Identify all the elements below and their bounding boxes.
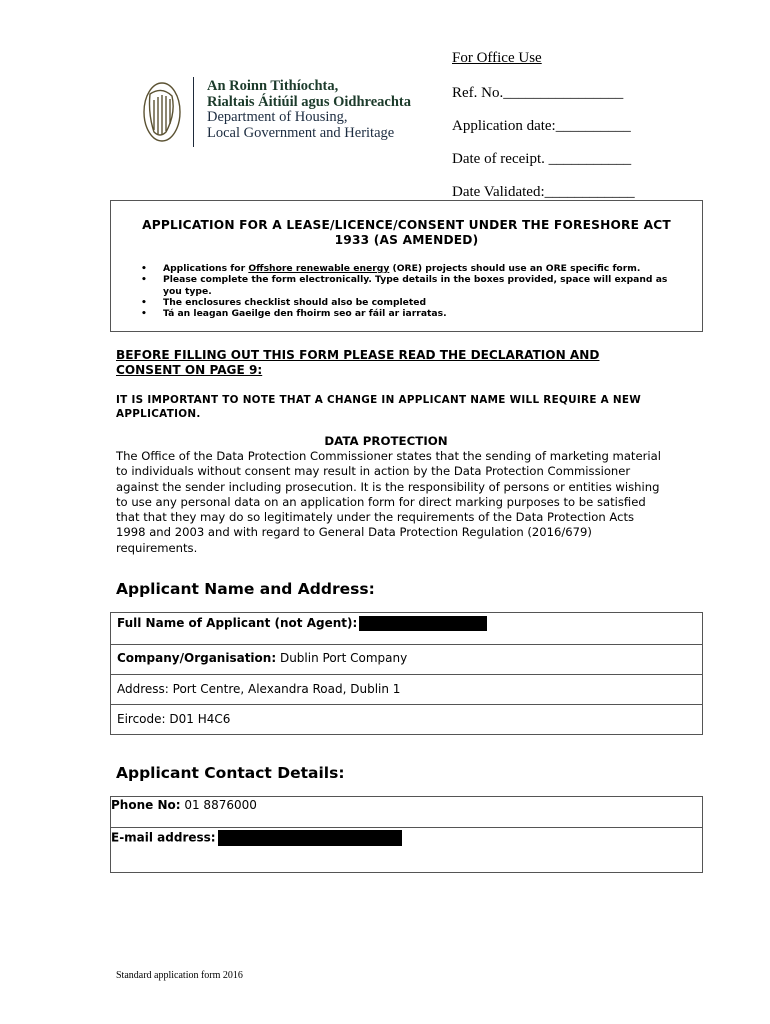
instruction-text: (ORE) projects should use an ORE specific form. bbox=[389, 263, 641, 274]
department-ga-line2: Rialtais Áitiúil agus Oidhreachta bbox=[207, 93, 411, 110]
form-title bbox=[119, 218, 694, 248]
phone-value: 01 8876000 bbox=[180, 798, 257, 812]
instructions-list bbox=[141, 263, 671, 319]
logo-divider bbox=[193, 77, 194, 147]
form-title-line1: APPLICATION FOR A LEASE/LICENCE/CONSENT UNDER THE FORESHORE ACT bbox=[142, 218, 671, 232]
office-use-title: For Office Use bbox=[452, 50, 542, 66]
bullet-icon: • bbox=[141, 263, 147, 274]
phone-label: Phone No: bbox=[111, 798, 181, 812]
harp-logo bbox=[140, 80, 184, 144]
bullet-icon: • bbox=[141, 308, 147, 320]
phone-field[interactable] bbox=[111, 798, 257, 812]
form-title-box bbox=[110, 200, 703, 332]
department-en-line1: Department of Housing, bbox=[207, 109, 348, 125]
instruction-text: Tá an leagan Gaeilge den fhoirm seo ar fáil ar iarratas. bbox=[163, 308, 447, 320]
footer-text: Standard application form 2016 bbox=[116, 970, 243, 981]
table-row bbox=[111, 827, 702, 874]
table-row bbox=[111, 644, 702, 675]
redacted-email bbox=[218, 830, 402, 846]
date-validated-field: Date Validated:____________ bbox=[452, 184, 635, 200]
department-ga-line1: An Roinn Tithíochta, bbox=[207, 78, 339, 94]
bullet-icon: • bbox=[141, 296, 147, 308]
instruction-text: Applications for bbox=[163, 263, 249, 274]
date-of-receipt-field: Date of receipt. ___________ bbox=[452, 151, 632, 167]
email-label: E-mail address: bbox=[111, 830, 216, 845]
data-protection-body: The Office of the Data Protection Commissioner states that the sending of marketing material to individuals without consent may result in action by the Data Protection Commissioner against the sender including prosecution. It is the responsibility of persons or entities wishing to use any personal data on an application form for direct marking purposes to be satisfied that that they may do so legitimately under the requirements of the Data Protection Acts 1998 and 2003 and with regard to General Data Protection Regulation (2016/679) requirements. bbox=[116, 449, 661, 555]
contact-details-table bbox=[110, 796, 703, 873]
applicant-details-table bbox=[110, 612, 703, 735]
instruction-item bbox=[141, 297, 671, 308]
data-protection-title: DATA PROTECTION bbox=[324, 434, 448, 448]
department-en-line2: Local Government and Heritage bbox=[207, 124, 395, 141]
applicant-section-title: Applicant Name and Address: bbox=[116, 580, 375, 598]
contact-section-title: Applicant Contact Details: bbox=[116, 764, 345, 782]
ref-no-field: Ref. No.________________ bbox=[452, 85, 624, 101]
instruction-item bbox=[141, 263, 671, 274]
table-row bbox=[111, 613, 702, 644]
department-name bbox=[207, 79, 411, 141]
address-field[interactable]: Address: Port Centre, Alexandra Road, Dublin 1 bbox=[117, 682, 401, 696]
instruction-item bbox=[141, 308, 671, 319]
instruction-text: Please complete the form electronically. Type details in the boxes provided, space will expand as you type. bbox=[163, 274, 668, 297]
eircode-field[interactable]: Eircode: D01 H4C6 bbox=[117, 712, 231, 726]
form-title-line2: 1933 (AS AMENDED) bbox=[334, 233, 479, 247]
redacted-name bbox=[359, 616, 487, 631]
company-value: Dublin Port Company bbox=[276, 651, 408, 665]
application-date-field: Application date:__________ bbox=[452, 118, 631, 134]
ore-link[interactable]: Offshore renewable energy bbox=[248, 263, 390, 274]
declaration-notice: BEFORE FILLING OUT THIS FORM PLEASE READ THE DECLARATION AND CONSENT ON PAGE 9: bbox=[116, 348, 600, 377]
company-field[interactable] bbox=[117, 651, 407, 665]
bullet-icon: • bbox=[141, 274, 147, 286]
email-field[interactable] bbox=[111, 830, 402, 846]
full-name-field[interactable] bbox=[117, 616, 487, 631]
instruction-text: The enclosures checklist should also be completed bbox=[163, 296, 427, 308]
company-label: Company/Organisation: bbox=[117, 651, 277, 665]
table-row bbox=[111, 674, 702, 705]
table-row bbox=[111, 704, 702, 736]
table-row bbox=[111, 797, 702, 827]
name-change-notice: IT IS IMPORTANT TO NOTE THAT A CHANGE IN APPLICANT NAME WILL REQUIRE A NEW APPLICATION. bbox=[116, 394, 642, 420]
instruction-item bbox=[141, 274, 671, 297]
full-name-label: Full Name of Applicant (not Agent): bbox=[117, 616, 358, 630]
